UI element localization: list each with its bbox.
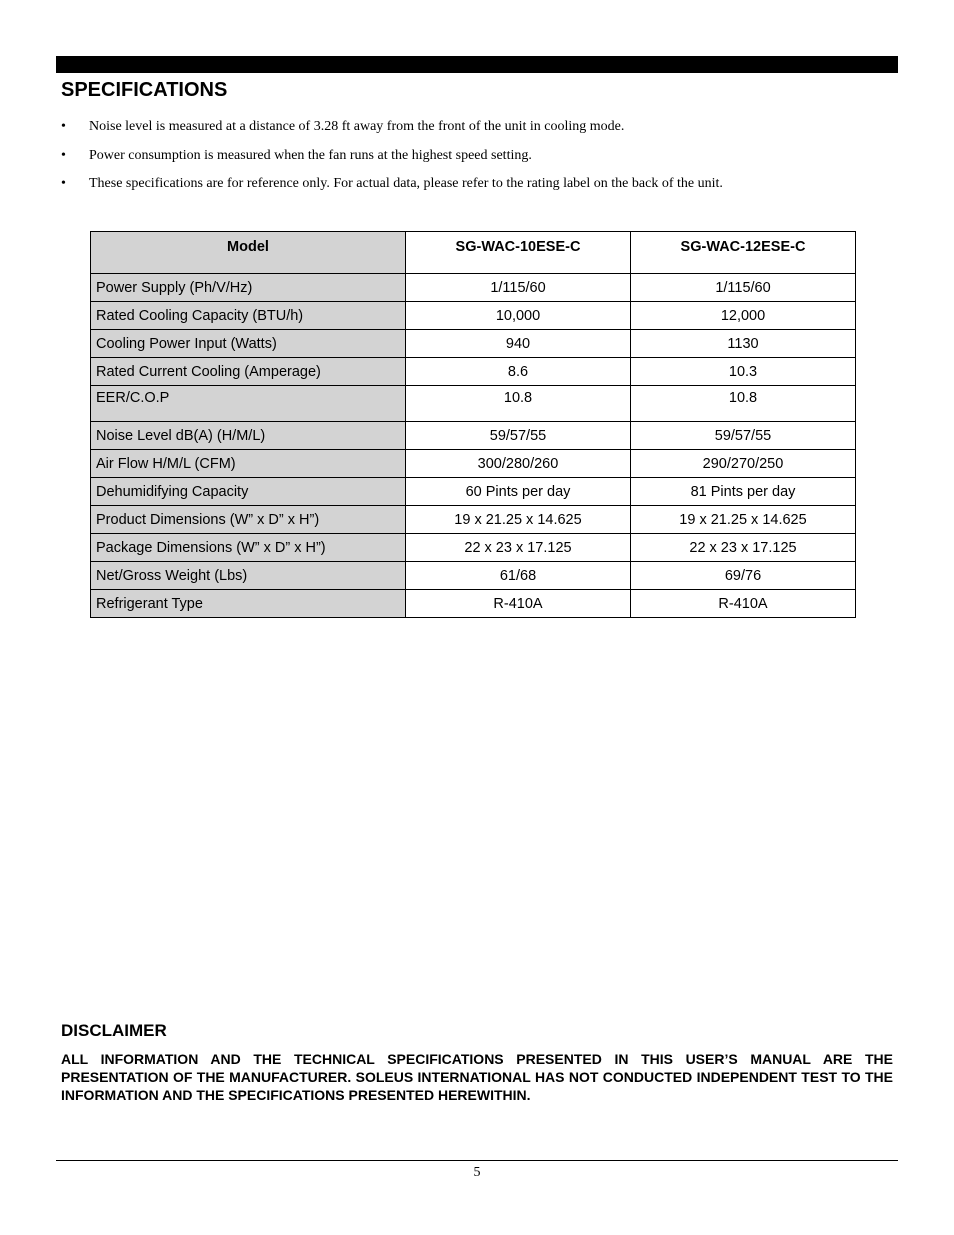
table-row bbox=[91, 422, 856, 450]
cell-value: 1/115/60 bbox=[406, 274, 631, 302]
note-text: Power consumption is measured when the fan runs at the highest speed setting. bbox=[89, 147, 532, 163]
cell-value: 10.8 bbox=[631, 386, 856, 422]
cell-value: 12,000 bbox=[631, 302, 856, 330]
cell-value: 19 x 21.25 x 14.625 bbox=[406, 506, 631, 534]
cell-value: 1/115/60 bbox=[631, 274, 856, 302]
note-text: These specifications are for reference only. For actual data, please refer to the rating label on the back of the unit. bbox=[89, 176, 723, 191]
cell-value: 10.8 bbox=[406, 386, 631, 422]
header-bar bbox=[56, 56, 898, 73]
table-row bbox=[91, 330, 856, 358]
cell-value: 69/76 bbox=[631, 562, 856, 590]
cell-value: R-410A bbox=[406, 590, 631, 618]
table-row bbox=[91, 274, 856, 302]
cell-value: 22 x 23 x 17.125 bbox=[406, 534, 631, 562]
row-label: Cooling Power Input (Watts) bbox=[91, 330, 406, 358]
column-header-model-2: SG-WAC-12ESE-C bbox=[631, 232, 856, 274]
cell-value: 59/57/55 bbox=[631, 422, 856, 450]
footer-rule bbox=[56, 1160, 898, 1161]
note-text: Noise level is measured at a distance of 3.28 ft away from the front of the unit in cooling mode. bbox=[89, 119, 625, 134]
list-item bbox=[61, 173, 901, 202]
list-item bbox=[61, 145, 901, 174]
table-row bbox=[91, 302, 856, 330]
table-row bbox=[91, 590, 856, 618]
row-label: Package Dimensions (W” x D” x H”) bbox=[91, 534, 406, 562]
table-row bbox=[91, 478, 856, 506]
cell-value: 10,000 bbox=[406, 302, 631, 330]
row-label: Rated Current Cooling (Amperage) bbox=[91, 358, 406, 386]
cell-value: 81 Pints per day bbox=[631, 478, 856, 506]
cell-value: 61/68 bbox=[406, 562, 631, 590]
bullet-icon: • bbox=[61, 147, 66, 163]
list-item bbox=[61, 116, 901, 145]
disclaimer-title: DISCLAIMER bbox=[61, 1021, 167, 1040]
row-label: Product Dimensions (W” x D” x H”) bbox=[91, 506, 406, 534]
table-row bbox=[91, 450, 856, 478]
cell-value: 60 Pints per day bbox=[406, 478, 631, 506]
row-label: Power Supply (Ph/V/Hz) bbox=[91, 274, 406, 302]
bullet-icon: • bbox=[61, 119, 66, 134]
row-label: Dehumidifying Capacity bbox=[91, 478, 406, 506]
cell-value: 10.3 bbox=[631, 358, 856, 386]
cell-value: 19 x 21.25 x 14.625 bbox=[631, 506, 856, 534]
row-label: Rated Cooling Capacity (BTU/h) bbox=[91, 302, 406, 330]
table-row bbox=[91, 386, 856, 422]
cell-value: 22 x 23 x 17.125 bbox=[631, 534, 856, 562]
table-header-row bbox=[91, 232, 856, 274]
table-row bbox=[91, 562, 856, 590]
page-title: SPECIFICATIONS bbox=[61, 79, 228, 101]
cell-value: 1130 bbox=[631, 330, 856, 358]
cell-value: 59/57/55 bbox=[406, 422, 631, 450]
row-label: Noise Level dB(A) (H/M/L) bbox=[91, 422, 406, 450]
specifications-table bbox=[90, 231, 856, 618]
bullet-icon: • bbox=[61, 176, 66, 191]
row-label: Air Flow H/M/L (CFM) bbox=[91, 450, 406, 478]
table-row bbox=[91, 506, 856, 534]
row-label: Refrigerant Type bbox=[91, 590, 406, 618]
table-row bbox=[91, 358, 856, 386]
cell-value: R-410A bbox=[631, 590, 856, 618]
disclaimer-text: ALL INFORMATION AND THE TECHNICAL SPECIFICATIONS PRESENTED IN THIS USER’S MANUAL ARE THE PRESENTATION OF THE MANUFACTURER. SOLEUS INTERNATIONAL HAS NOT CONDUCTED INDEPENDENT TEST TO THE INFORMATION AND THE SPECIFICATIONS PRESENTED HEREWITHIN. bbox=[61, 1051, 893, 1103]
table-row bbox=[91, 534, 856, 562]
row-label: Net/Gross Weight (Lbs) bbox=[91, 562, 406, 590]
column-header-model: Model bbox=[91, 232, 406, 274]
row-label: EER/C.O.P bbox=[91, 386, 406, 422]
cell-value: 940 bbox=[406, 330, 631, 358]
column-header-model-1: SG-WAC-10ESE-C bbox=[406, 232, 631, 274]
cell-value: 300/280/260 bbox=[406, 450, 631, 478]
notes-list bbox=[61, 116, 901, 202]
cell-value: 8.6 bbox=[406, 358, 631, 386]
cell-value: 290/270/250 bbox=[631, 450, 856, 478]
page-number: 5 bbox=[473, 1165, 481, 1180]
